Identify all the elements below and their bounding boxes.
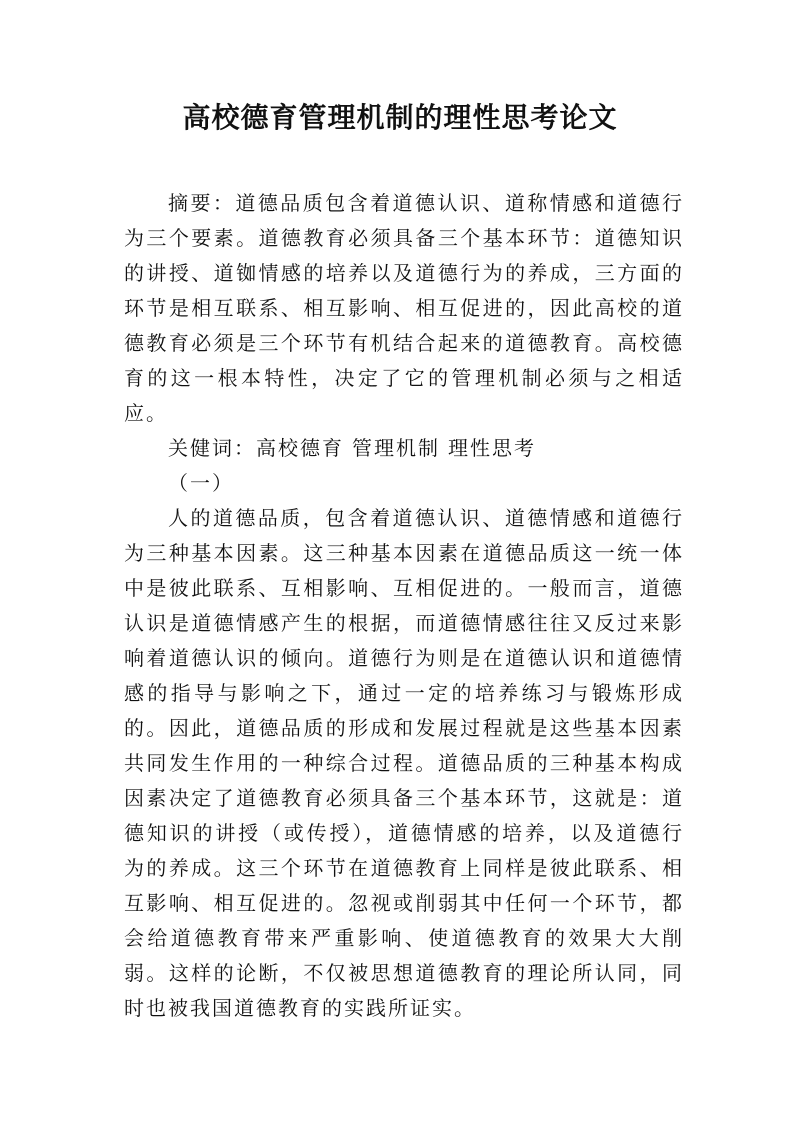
body-paragraph: 人的道德品质，包含着道德认识、道德情感和道德行为三种基本因素。这三种基本因素在道德品质这一统一体中是彼此联系、互相影响、互相促进的。一般而言，道德认识是道德情感产生的根据，而道德情感往往又反过来影响着道德认识的倾向。道德行为则是在道德认识和道德情感的指导与影响之下，通过一定的培养练习与锻炼形成的。因此，道德品质的形成和发展过程就是这些基本因素共同发生作用的一种综合过程。道德品质的三种基本构成因素决定了道德教育必须具备三个基本环节，这就是：道德知识的讲授（或传授），道德情感的培养，以及道德行为的养成。这三个环节在道德教育上同样是彼此联系、相互影响、相互促进的。忽视或削弱其中任何一个环节，都会给道德教育带来严重影响、使道德教育的效果大大削弱。这样的论断，不仅被思想道德教育的理论所认同，同时也被我国道德教育的实践所证实。 bbox=[124, 506, 684, 1020]
document-body bbox=[124, 186, 684, 1026]
keywords-line bbox=[124, 431, 684, 466]
keyword-item: 高校德育 bbox=[256, 436, 344, 460]
keywords-label: 关健词： bbox=[168, 436, 256, 460]
document-title: 高校德育管理机制的理性思考论文 bbox=[182, 101, 618, 134]
abstract-paragraph: 摘要：道德品质包含着道德认识、道称情感和道德行为三个要素。道德教育必须具备三个基本环节：道德知识的讲授、道铷情感的培养以及道德行为的养成，三方面的环节是相互联系、相互影响、相互促进的，因此高校的道德教育必须是三个环节有机结合起来的道德教育。高校德育的这一根本特性，决定了它的管理机制必须与之相适应。 bbox=[124, 191, 684, 425]
section-marker: （一） bbox=[168, 471, 234, 495]
keyword-item: 理性思考 bbox=[448, 436, 536, 460]
keyword-item: 管理机制 bbox=[352, 436, 440, 460]
